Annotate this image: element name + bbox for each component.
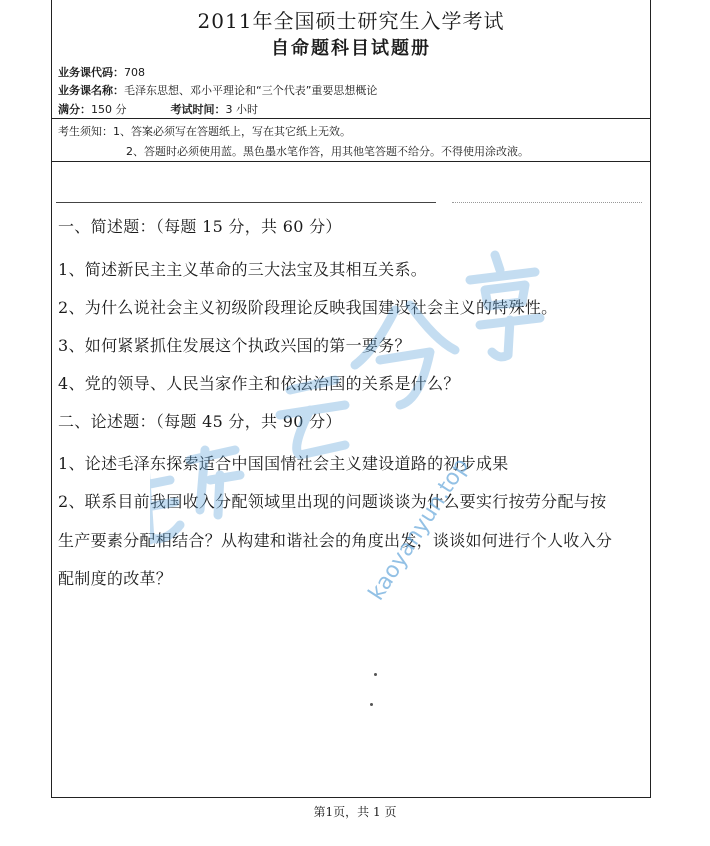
course-name-value: 毛泽东思想、邓小平理论和“三个代表”重要思想概论: [124, 84, 378, 97]
course-code-label: 业务课代码：: [58, 66, 124, 79]
scan-speck: [370, 703, 373, 706]
divider-top: [52, 118, 650, 119]
question-1: 1、简述新民主主义革命的三大法宝及其相互关系。: [58, 260, 428, 279]
question-4: 4、党的领导、人民当家作主和依法治国的关系是什么？: [58, 374, 460, 393]
time-label: 考试时间：: [170, 103, 226, 116]
time-value: 3 小时: [225, 103, 258, 116]
course-name-row: [58, 82, 377, 98]
question-3: 3、如何紧紧抓住发展这个执政兴国的第一要务？: [58, 336, 411, 355]
watermark-url: kaoyanyun.top: [364, 454, 475, 605]
question-6-line-3: 配制度的改革？: [58, 569, 173, 588]
course-code-row: [58, 64, 145, 80]
faint-rule: [452, 202, 642, 203]
exam-sheet: [51, 0, 651, 798]
question-6-line-2: 生产要素分配相结合？从构建和谐社会的角度出发，谈谈如何进行个人收入分: [58, 531, 613, 550]
scan-speck: [374, 673, 377, 676]
score-time-row: [58, 101, 258, 117]
course-name-label: 业务课名称：: [58, 84, 124, 97]
course-code-value: 708: [124, 66, 145, 79]
answer-rule: [56, 202, 436, 203]
question-2: 2、为什么说社会主义初级阶段理论反映我国建设社会主义的特殊性。: [58, 298, 558, 317]
notice-line-1: 考生须知：1、答案必须写在答题纸上，写在其它纸上无效。: [58, 125, 351, 138]
exam-subtitle: 自命题科目试题册: [271, 38, 431, 59]
score-label: 满分：: [58, 103, 91, 116]
section1-title: 一、简述题：（每题 15 分，共 60 分）: [58, 217, 342, 236]
page-number: 第1页，共 1 页: [313, 805, 397, 819]
question-5: 1、论述毛泽东探索适合中国国情社会主义建设道路的初步成果: [58, 454, 509, 473]
score-value: 150 分: [91, 103, 127, 116]
question-6-line-1: 2、联系目前我国收入分配领域里出现的问题谈谈为什么要实行按劳分配与按: [58, 492, 607, 511]
notice-line-2: 2、答题时必须使用蓝。黑色墨水笔作答，用其他笔答题不给分。不得使用涂改液。: [126, 145, 529, 158]
divider-bottom: [52, 161, 650, 162]
section2-title: 二、论述题：（每题 45 分，共 90 分）: [58, 412, 342, 431]
exam-title: 2011年全国硕士研究生入学考试: [197, 9, 505, 33]
